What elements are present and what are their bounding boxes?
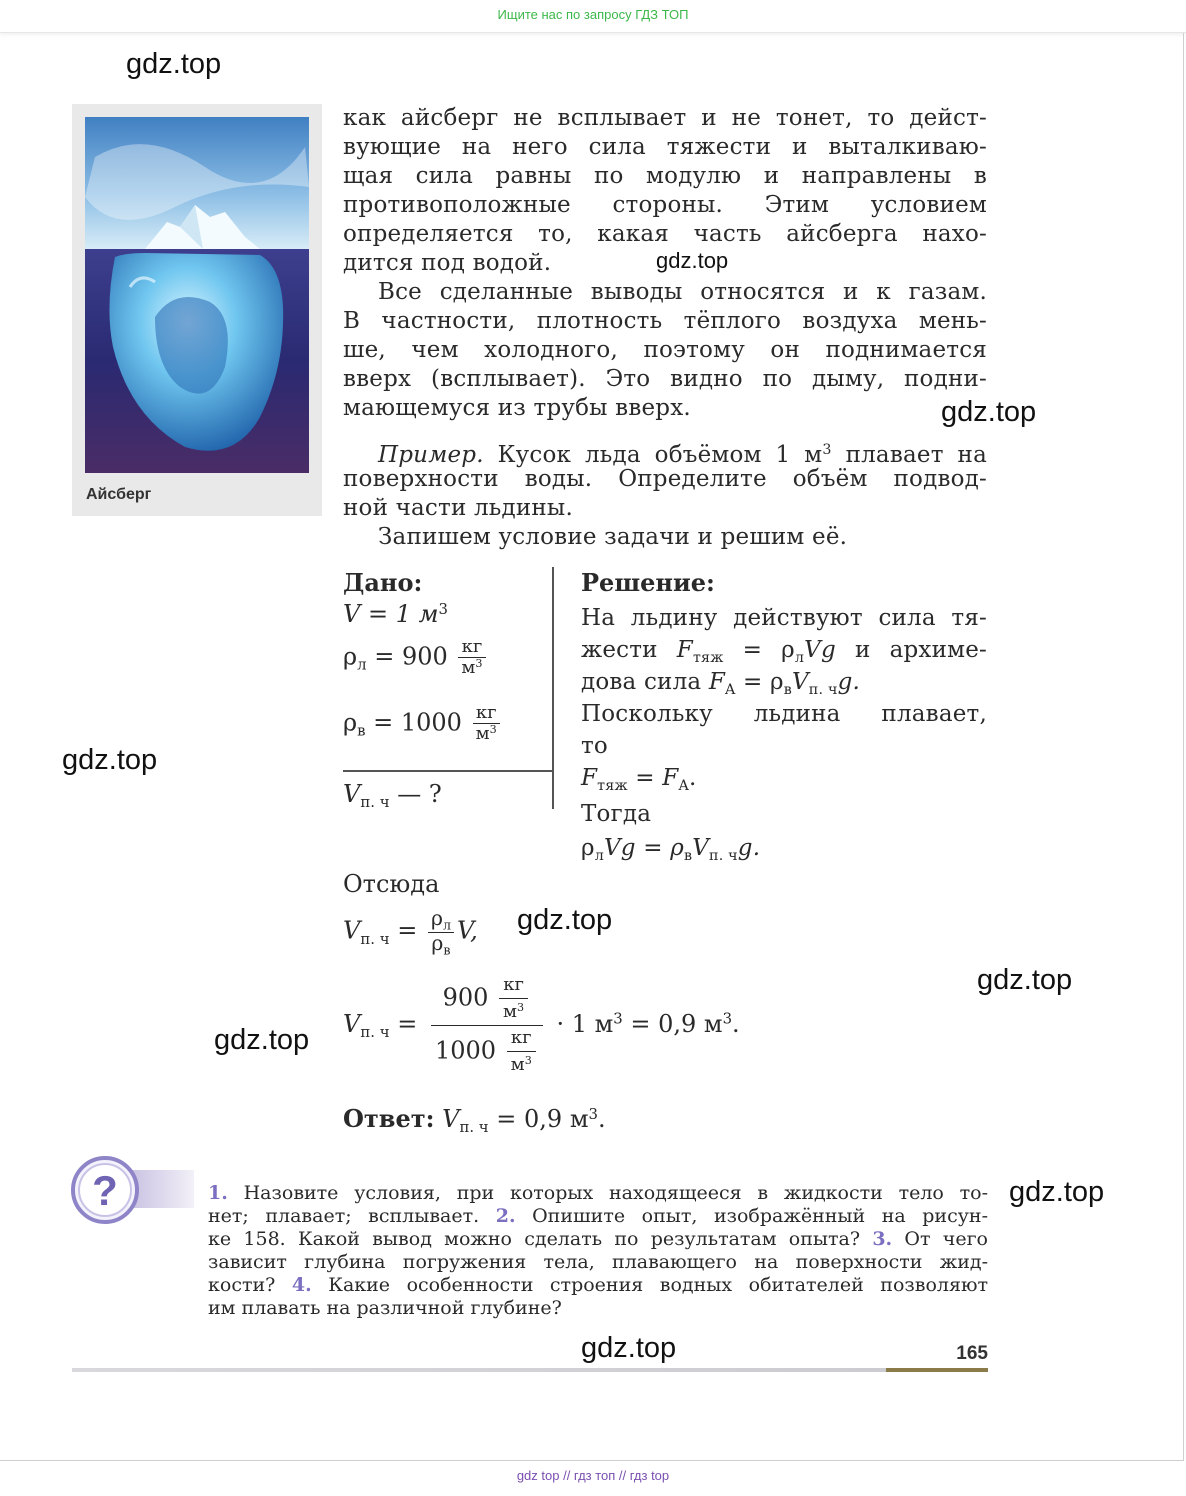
unit-den-text: м xyxy=(475,723,490,745)
t: V xyxy=(442,1105,460,1133)
superscript: 3 xyxy=(475,656,483,670)
t: V, xyxy=(456,916,478,945)
subscript: в xyxy=(443,942,451,958)
subscript: A xyxy=(678,777,689,794)
given-solution-divider xyxy=(552,567,554,809)
t: . xyxy=(732,1009,740,1038)
t: · 1 м xyxy=(556,1009,614,1038)
given-title: Дано: xyxy=(343,568,423,597)
t: ρ xyxy=(430,906,443,930)
example-text: плавает на xyxy=(845,441,987,468)
unit-numerator: кг xyxy=(507,1029,536,1052)
question-line xyxy=(208,1228,988,1251)
watermark: gdz.top xyxy=(941,396,1037,428)
text-line: поверхности воды. Определите объём подвод- xyxy=(343,466,987,492)
formula-1 xyxy=(343,908,478,956)
text-line xyxy=(581,668,987,700)
text-line xyxy=(581,834,987,866)
value: = 900 xyxy=(374,642,448,671)
question-text: Какие особенности строения водных обитателей позволяют xyxy=(311,1274,988,1296)
given-volume-text: V = 1 м xyxy=(343,600,439,629)
value: = 1000 xyxy=(373,708,462,737)
watermark: gdz.top xyxy=(126,48,222,80)
subscript: п. ч xyxy=(360,929,390,948)
unit-denominator xyxy=(473,724,500,744)
t: = xyxy=(397,1009,418,1038)
subscript: п. ч xyxy=(709,847,738,864)
page-number: 165 xyxy=(956,1343,988,1364)
superscript: 3 xyxy=(613,1009,623,1028)
question-number: 2. xyxy=(495,1205,516,1227)
unit-numerator: кг xyxy=(458,638,485,658)
t: . xyxy=(597,1105,606,1133)
question-line xyxy=(208,1182,988,1205)
given-water-density xyxy=(343,704,503,744)
question-line xyxy=(208,1205,988,1228)
t: = 0,9 м xyxy=(630,1009,723,1038)
text-line: определяется то, какая часть айсберга нахо- xyxy=(343,221,987,247)
subscript: л xyxy=(794,649,805,666)
unit-denominator xyxy=(507,1052,536,1075)
answer-label: Ответ: xyxy=(343,1104,435,1133)
watermark: gdz.top xyxy=(656,248,729,273)
figure-caption: Айсберг xyxy=(86,486,152,503)
superscript: 3 xyxy=(489,722,497,736)
subscript: п. ч xyxy=(808,681,838,698)
given-find xyxy=(343,780,442,811)
answer xyxy=(343,1104,606,1136)
question-number: 3. xyxy=(872,1228,893,1250)
t: F xyxy=(708,669,726,695)
t: = ρ xyxy=(743,669,784,695)
density-ratio xyxy=(428,908,454,956)
watermark: gdz.top xyxy=(62,744,158,776)
subscript: в xyxy=(683,847,693,864)
t: F xyxy=(676,637,693,663)
example-text: Кусок льда объёмом 1 м xyxy=(497,441,823,468)
watermark: gdz.top xyxy=(1009,1176,1105,1208)
numeric-fraction xyxy=(431,976,543,1075)
watermark: gdz.top xyxy=(517,904,613,936)
subscript: л xyxy=(594,847,604,864)
superscript: 3 xyxy=(588,1104,598,1123)
t: Vg xyxy=(804,637,836,663)
text-line: Поскольку льдина плавает, xyxy=(581,701,987,727)
superscript: 3 xyxy=(524,1053,532,1067)
t: g. xyxy=(837,669,861,695)
unit-fraction xyxy=(499,976,528,1022)
text-line: мающемуся из трубы вверх. xyxy=(343,395,691,421)
unit-fraction xyxy=(458,638,485,678)
den xyxy=(428,930,454,958)
solution-title: Решение: xyxy=(581,568,715,597)
t: 1000 xyxy=(434,1036,497,1065)
question-line xyxy=(208,1297,988,1320)
question-text: им плавать на различной глубине? xyxy=(208,1297,562,1319)
unit-den-text: м xyxy=(461,657,476,679)
subscript: в xyxy=(783,681,792,698)
footer-accent xyxy=(886,1368,988,1372)
text-line: В частности, плотность тёплого воздуха мень- xyxy=(343,308,987,334)
iceberg-image xyxy=(85,117,309,473)
num xyxy=(431,976,543,1026)
subscript: п. ч xyxy=(459,1118,489,1137)
unit-fraction xyxy=(473,704,500,744)
question-text: кости? xyxy=(208,1274,292,1296)
text-line xyxy=(581,764,987,800)
question-number: 4. xyxy=(291,1274,312,1296)
subscript: п. ч xyxy=(360,793,390,812)
t: V xyxy=(791,669,809,695)
subscript: п. ч xyxy=(360,1023,390,1042)
t: дова сила xyxy=(581,669,702,695)
text-line: щая сила равны по модулю и направлены в xyxy=(343,163,987,189)
find-text: — ? xyxy=(397,780,442,808)
t: 900 xyxy=(442,983,489,1012)
find-symbol: V xyxy=(343,780,361,808)
text-line: то xyxy=(581,733,608,759)
review-questions xyxy=(208,1182,988,1320)
t: V xyxy=(692,835,709,861)
text-line: противоположные стороны. Этим условием xyxy=(343,192,987,218)
t: и архиме- xyxy=(854,637,987,663)
bottom-links[interactable]: gdz top // гдз топ // гдз top xyxy=(516,1468,670,1483)
watermark: gdz.top xyxy=(977,964,1073,996)
text-line: Запишем условие задачи и решим её. xyxy=(378,524,848,550)
svg-text:?: ? xyxy=(92,1167,118,1214)
den xyxy=(431,1026,543,1075)
t: м xyxy=(503,1001,518,1023)
solution-text xyxy=(581,604,987,866)
footer-line xyxy=(72,1368,988,1372)
superscript: 3 xyxy=(822,442,832,458)
search-banner[interactable]: Ищите нас по запросу ГДЗ ТОП xyxy=(0,0,1186,33)
example-label: Пример. xyxy=(378,441,484,468)
paragraph-gases xyxy=(343,278,987,423)
superscript: 3 xyxy=(438,600,448,618)
question-text: Опишите опыт, изображённый на рисун- xyxy=(515,1205,988,1227)
question-icon xyxy=(70,1155,140,1225)
unit-denominator xyxy=(458,658,485,678)
superscript: 3 xyxy=(517,1000,525,1014)
given-ice-density xyxy=(343,638,489,678)
hence-label: Отсюда xyxy=(343,870,440,898)
t: V xyxy=(343,1009,361,1038)
watermark: gdz.top xyxy=(214,1024,310,1056)
t: ρ xyxy=(431,930,444,955)
text-line: На льдину действуют сила тя- xyxy=(581,605,987,631)
subscript: в xyxy=(357,721,366,740)
text-line: ной части льдины. xyxy=(343,495,573,521)
question-text: ке 158. Какой вывод можно сделать по результатам опыта? xyxy=(208,1228,873,1250)
example-paragraph xyxy=(343,436,987,552)
watermark: gdz.top xyxy=(581,1332,677,1364)
subscript: тяж xyxy=(692,649,724,666)
t: м xyxy=(510,1053,525,1075)
t: g. xyxy=(737,835,761,861)
text-line: вующие на него сила тяжести и выталкиваю- xyxy=(343,134,987,160)
t: ρ xyxy=(581,835,595,861)
t: = F xyxy=(635,765,679,791)
unit-numerator: кг xyxy=(473,704,500,724)
t: Vg = ρ xyxy=(604,835,684,861)
question-text: нет; плавает; всплывает. xyxy=(208,1205,496,1227)
num xyxy=(428,908,454,933)
text-line: как айсберг не всплывает и не тонет, то дейст- xyxy=(343,105,987,131)
given-divider xyxy=(343,770,553,772)
question-text: зависит глубина погружения тела, плавающего на поверхности жид- xyxy=(208,1251,988,1273)
unit-fraction xyxy=(507,1026,536,1075)
given-volume xyxy=(343,600,448,628)
question-line xyxy=(208,1274,988,1297)
question-text: От чего xyxy=(892,1228,988,1250)
text-line: вверх (всплывает). Это видно по дыму, подни- xyxy=(343,366,987,392)
rho-symbol: ρ xyxy=(343,642,358,671)
unit-numerator: кг xyxy=(499,976,528,999)
question-number: 1. xyxy=(208,1182,228,1204)
t: V xyxy=(343,916,361,945)
t: жести xyxy=(581,637,658,663)
subscript: A xyxy=(725,681,736,698)
rho-symbol: ρ xyxy=(343,708,358,737)
t: F xyxy=(581,765,598,791)
text-line: дится под водой. xyxy=(343,250,552,276)
text-line: ше, чем холодного, поэтому он поднимается xyxy=(343,337,987,363)
text-line xyxy=(343,436,987,468)
subscript: тяж xyxy=(597,777,628,794)
formula-2 xyxy=(343,976,740,1075)
unit-denominator xyxy=(499,999,528,1022)
t: . xyxy=(688,765,697,791)
iceberg-figure xyxy=(72,104,322,516)
text-line xyxy=(581,636,987,668)
paragraph-continuation xyxy=(343,104,987,278)
subscript: л xyxy=(357,655,367,674)
subscript: л xyxy=(442,917,451,933)
t: = 0,9 м xyxy=(496,1105,589,1133)
t: = ρ xyxy=(742,637,795,663)
text-line: Тогда xyxy=(581,801,652,827)
question-text: Назовите условия, при которых находящееся в жидкости тело то- xyxy=(227,1182,988,1204)
t: = xyxy=(397,916,418,945)
superscript: 3 xyxy=(722,1009,733,1028)
question-line xyxy=(208,1251,988,1274)
text-line: Все сделанные выводы относятся и к газам. xyxy=(378,279,987,305)
